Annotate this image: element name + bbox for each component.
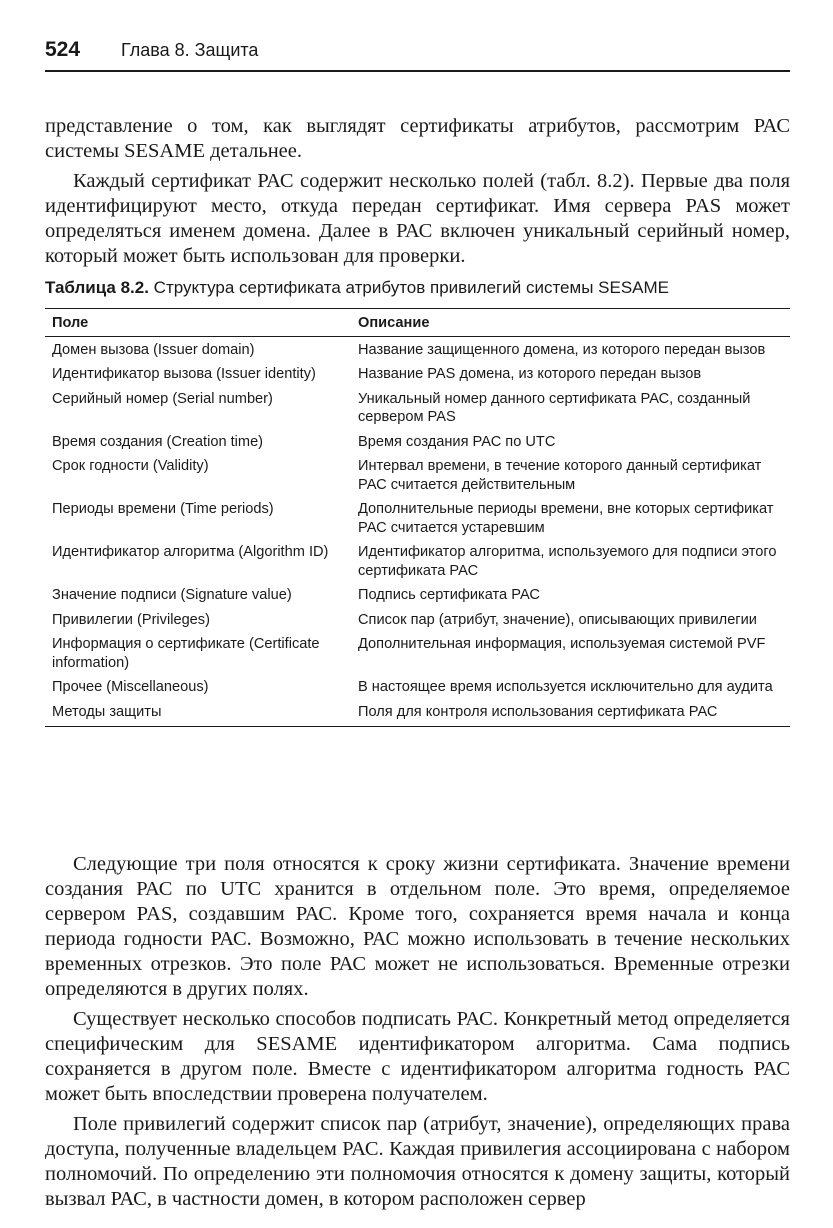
description-cell: Уникальный номер данного сертификата РАС, созданный сервером PAS bbox=[358, 390, 751, 425]
field-cell: Информация о сертификате (Certificate information) bbox=[52, 636, 320, 671]
table-row bbox=[45, 387, 790, 430]
description-cell: Поля для контроля использования сертификата РАС bbox=[358, 700, 790, 727]
description-cell: В настоящее время используется исключительно для аудита bbox=[358, 679, 773, 695]
field-cell: Срок годности (Validity) bbox=[52, 458, 209, 474]
table-row bbox=[45, 362, 790, 387]
description-cell: Дополнительная информация, используемая системой PVF bbox=[358, 636, 766, 652]
paragraph: представление о том, как выглядят сертификаты атрибутов, рассмотрим РАС системы SESAME детальнее. bbox=[45, 115, 790, 162]
field-cell: Серийный номер (Serial number) bbox=[52, 390, 273, 407]
pac-structure-table bbox=[45, 308, 790, 727]
column-header-field: Поле bbox=[45, 309, 358, 337]
table-row bbox=[45, 608, 790, 633]
table-caption-label: Таблица 8.2. bbox=[45, 278, 149, 297]
paragraph: Каждый сертификат РАС содержит несколько полей (табл. 8.2). Первые два поля идентифицируют место, откуда передан сертификат. Имя сервера PAS может определяться именем домена. Далее в РАС включен уникальный серийный номер, который может быть использован для проверки. bbox=[45, 170, 790, 267]
field-cell: Значение подписи (Signature value) bbox=[52, 587, 292, 603]
table-row bbox=[45, 336, 790, 362]
table-row bbox=[45, 700, 790, 727]
column-header-description: Описание bbox=[358, 309, 790, 337]
page-number: 524 bbox=[45, 38, 81, 61]
paragraph: Поле привилегий содержит список пар (атрибут, значение), определяющих права доступа, полученные владельцем РАС. Каждая привилегия ассоциирована с набором полномочий. По определению эти полномочия относятся к домену защиты, который вызвал РАС, в частности домен, в котором расположен сервер bbox=[45, 1113, 790, 1210]
paragraph: Следующие три поля относятся к сроку жизни сертификата. Значение времени создания РАС по UTC хранится в отдельном поле. Это время, определяемое сервером PAS, создавшим РАС. Кроме того, сохраняется время начала и конца периода годности РАС. Возможно, РАС можно использовать в течение нескольких временных отрезков. Это поле РАС может не использоваться. Временные отрезки определяются в других полях. bbox=[45, 853, 790, 1000]
table-caption bbox=[45, 278, 790, 298]
description-cell: Название защищенного домена, из которого передан вызов bbox=[358, 341, 766, 358]
structure-table-wrapper bbox=[45, 308, 790, 727]
field-cell: Методы защиты bbox=[45, 700, 358, 727]
field-cell: Время создания (Creation time) bbox=[52, 433, 264, 450]
table-header-row bbox=[45, 309, 790, 337]
field-cell: Идентификатор алгоритма (Algorithm ID) bbox=[52, 544, 329, 560]
table-row bbox=[45, 497, 790, 540]
chapter-title: Глава 8. Защита bbox=[121, 40, 259, 60]
description-cell: Название PAS домена, из которого передан вызов bbox=[358, 366, 702, 382]
table-caption-text: Структура сертификата атрибутов привилегий системы SESAME bbox=[153, 278, 670, 297]
running-header bbox=[45, 36, 790, 72]
table-row bbox=[45, 675, 790, 700]
description-cell: Подпись сертификата РАС bbox=[358, 587, 540, 603]
description-cell: Время создания РАС по UTC bbox=[358, 433, 556, 450]
table-row bbox=[45, 454, 790, 497]
table-row bbox=[45, 430, 790, 455]
description-cell: Список пар (атрибут, значение), описывающих привилегии bbox=[358, 611, 757, 628]
field-cell: Привилегии (Privileges) bbox=[52, 611, 210, 628]
paragraph: Существует несколько способов подписать РАС. Конкретный метод определяется специфическим для SESAME идентификатором алгоритма. Сама подпись сохраняется в другом поле. Вместе с идентификатором алгоритма годность РАС может быть впоследствии проверена получателем. bbox=[45, 1008, 790, 1105]
table-row bbox=[45, 540, 790, 583]
table-row bbox=[45, 583, 790, 608]
intro-text bbox=[45, 114, 790, 274]
field-cell: Прочее (Miscellaneous) bbox=[52, 679, 209, 695]
table-row bbox=[45, 632, 790, 675]
description-cell: Идентификатор алгоритма, используемого для подписи этого сертификата РАС bbox=[358, 544, 777, 579]
field-cell: Идентификатор вызова (Issuer identity) bbox=[52, 366, 316, 382]
field-cell: Периоды времени (Time periods) bbox=[52, 501, 274, 517]
body-text-after-table bbox=[45, 852, 790, 1217]
description-cell: Интервал времени, в течение которого данный сертификат РАС считается действительным bbox=[358, 458, 762, 493]
description-cell: Дополнительные периоды времени, вне которых сертификат РАС считается устаревшим bbox=[358, 501, 774, 536]
field-cell: Домен вызова (Issuer domain) bbox=[52, 341, 255, 358]
